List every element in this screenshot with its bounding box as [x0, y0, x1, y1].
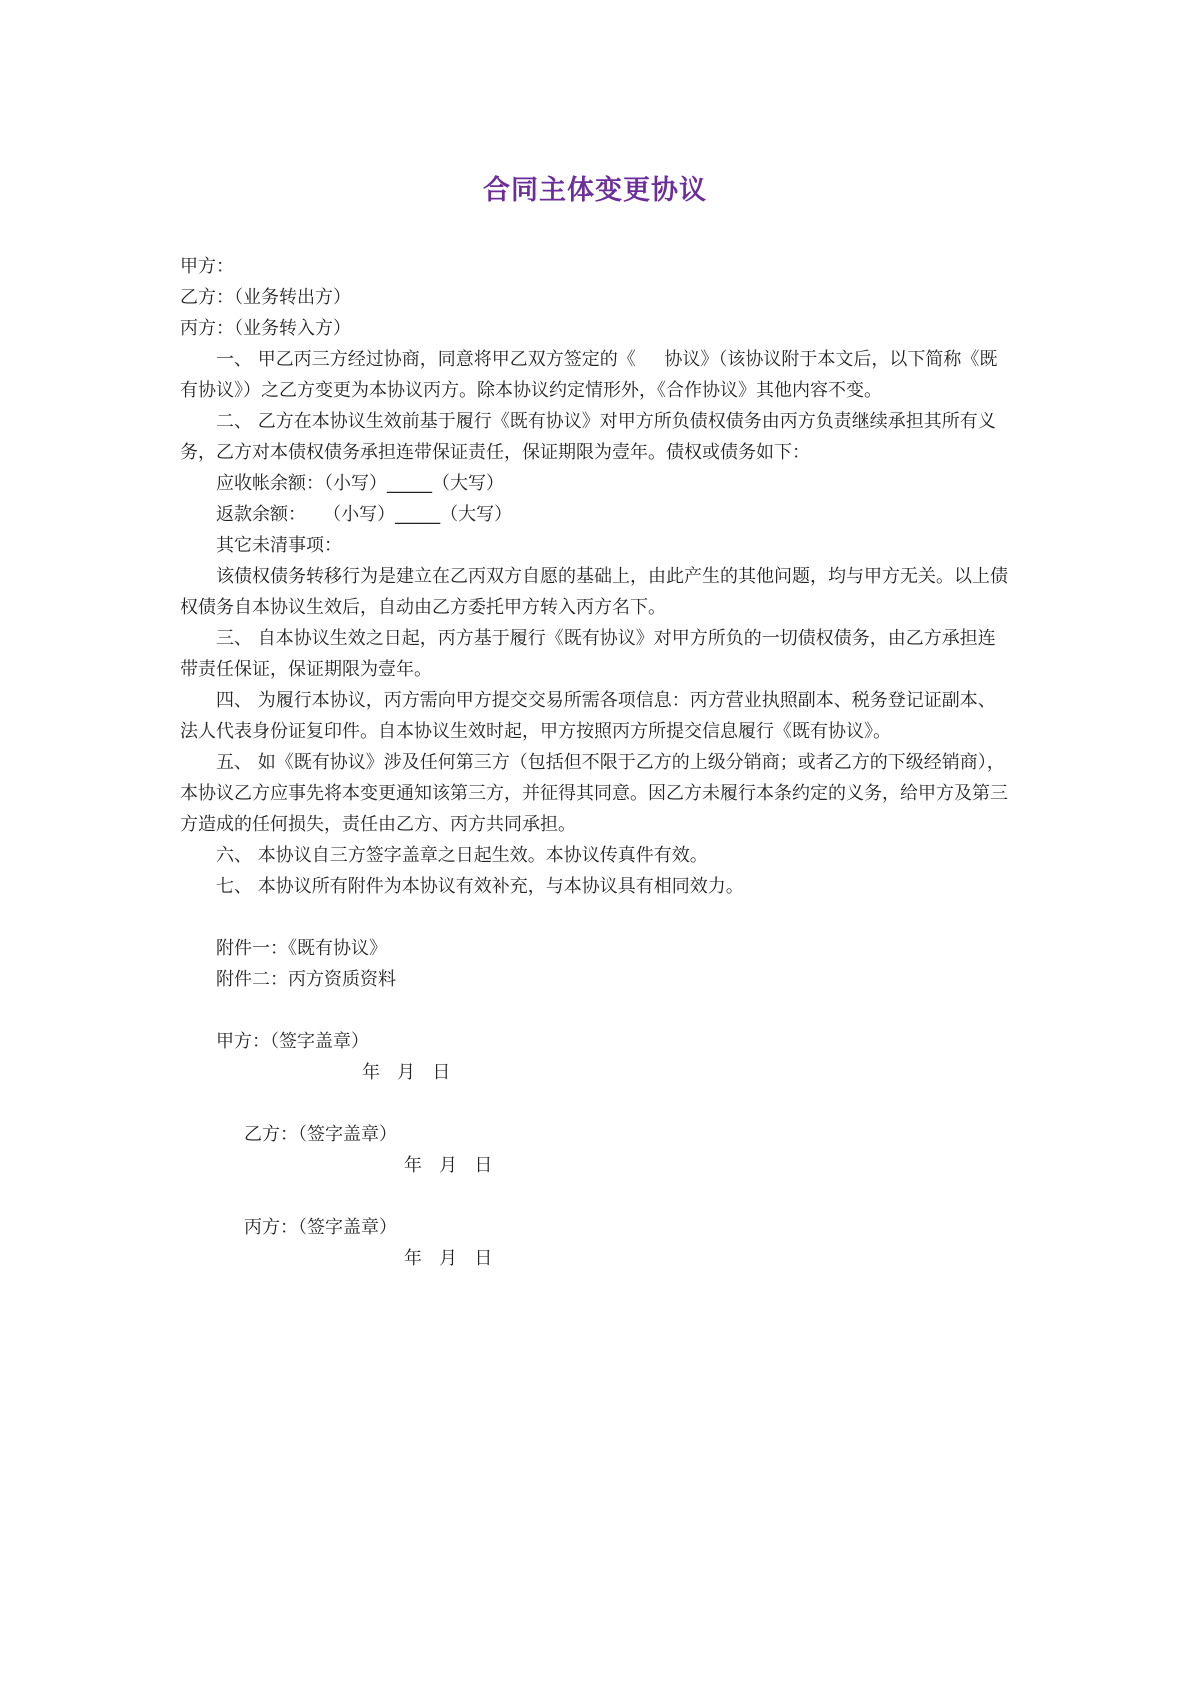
clause-4-line-1: 四、 为履行本协议，丙方需向甲方提交交易所需各项信息：丙方营业执照副本、税务登记证副本、 [216, 690, 996, 711]
party-c-line: 丙方：（业务转入方） [180, 318, 351, 339]
clause-3-line-2: 带责任保证，保证期限为壹年。 [180, 659, 432, 680]
party-b-date: 年 月 日 [404, 1155, 493, 1176]
clause-1-line-2: 有协议》）之乙方变更为本协议丙方。除本协议约定情形外，《合作协议》其他内容不变。 [180, 380, 882, 401]
spacer [180, 1088, 1020, 1119]
clause-4-line-2: 法人代表身份证复印件。自本协议生效时起，甲方按照丙方所提交信息履行《既有协议》。 [180, 721, 891, 742]
attachment-2: 附件二：丙方资质资料 [216, 969, 396, 990]
receivable-balance-line: 应收帐余额：（小写）_____（大写） [216, 473, 504, 494]
spacer [180, 902, 1020, 933]
party-a-date: 年 月 日 [362, 1062, 451, 1083]
clause-5-line-2: 本协议乙方应事先将本变更通知该第三方，并征得其同意。因乙方未履行本条约定的义务，给甲方及第三 [180, 783, 1008, 804]
clause-1-line-1: 一、 甲乙丙三方经过协商，同意将甲乙双方签定的《 协议》（该协议附于本文后，以下简称《既 [216, 349, 998, 370]
party-b-line: 乙方：（业务转出方） [180, 287, 351, 308]
clause-5-line-3: 方造成的任何损失，责任由乙方、丙方共同承担。 [180, 814, 576, 835]
party-c-date: 年 月 日 [404, 1248, 493, 1269]
transfer-line-1: 该债权债务转移行为是建立在乙丙双方自愿的基础上，由此产生的其他问题，均与甲方无关。以上债 [216, 566, 1008, 587]
clause-7-line: 七、 本协议所有附件为本协议有效补充，与本协议具有相同效力。 [216, 876, 744, 897]
party-a-signature: 甲方：（签字盖章） [216, 1031, 369, 1052]
spacer [180, 995, 1020, 1026]
document-body [180, 251, 1020, 1274]
party-b-signature: 乙方：（签字盖章） [244, 1124, 397, 1145]
clause-5-line-1: 五、 如《既有协议》涉及任何第三方（包括但不限于乙方的上级分销商；或者乙方的下级经销商）， [216, 752, 1005, 773]
repayment-balance-line: 返款余额： （小写）_____（大写） [216, 504, 513, 525]
transfer-line-2: 权债务自本协议生效后，自动由乙方委托甲方转入丙方名下。 [180, 597, 666, 618]
clause-2-line-1: 二、 乙方在本协议生效前基于履行《既有协议》对甲方所负债权债务由丙方负责继续承担其所有义 [216, 411, 996, 432]
attachment-1: 附件一：《既有协议》 [216, 938, 387, 959]
party-a-line: 甲方： [180, 256, 234, 277]
other-items-line: 其它未清事项： [216, 535, 342, 556]
clause-3-line-1: 三、 自本协议生效之日起，丙方基于履行《既有协议》对甲方所负的一切债权债务，由乙方承担连 [216, 628, 996, 649]
spacer [180, 1181, 1020, 1212]
party-c-signature: 丙方：（签字盖章） [244, 1217, 397, 1238]
clause-2-line-2: 务，乙方对本债权债务承担连带保证责任，保证期限为壹年。债权或债务如下： [180, 442, 810, 463]
clause-6-line: 六、 本协议自三方签字盖章之日起生效。本协议传真件有效。 [216, 845, 708, 866]
document-title: 合同主体变更协议 [483, 175, 707, 206]
